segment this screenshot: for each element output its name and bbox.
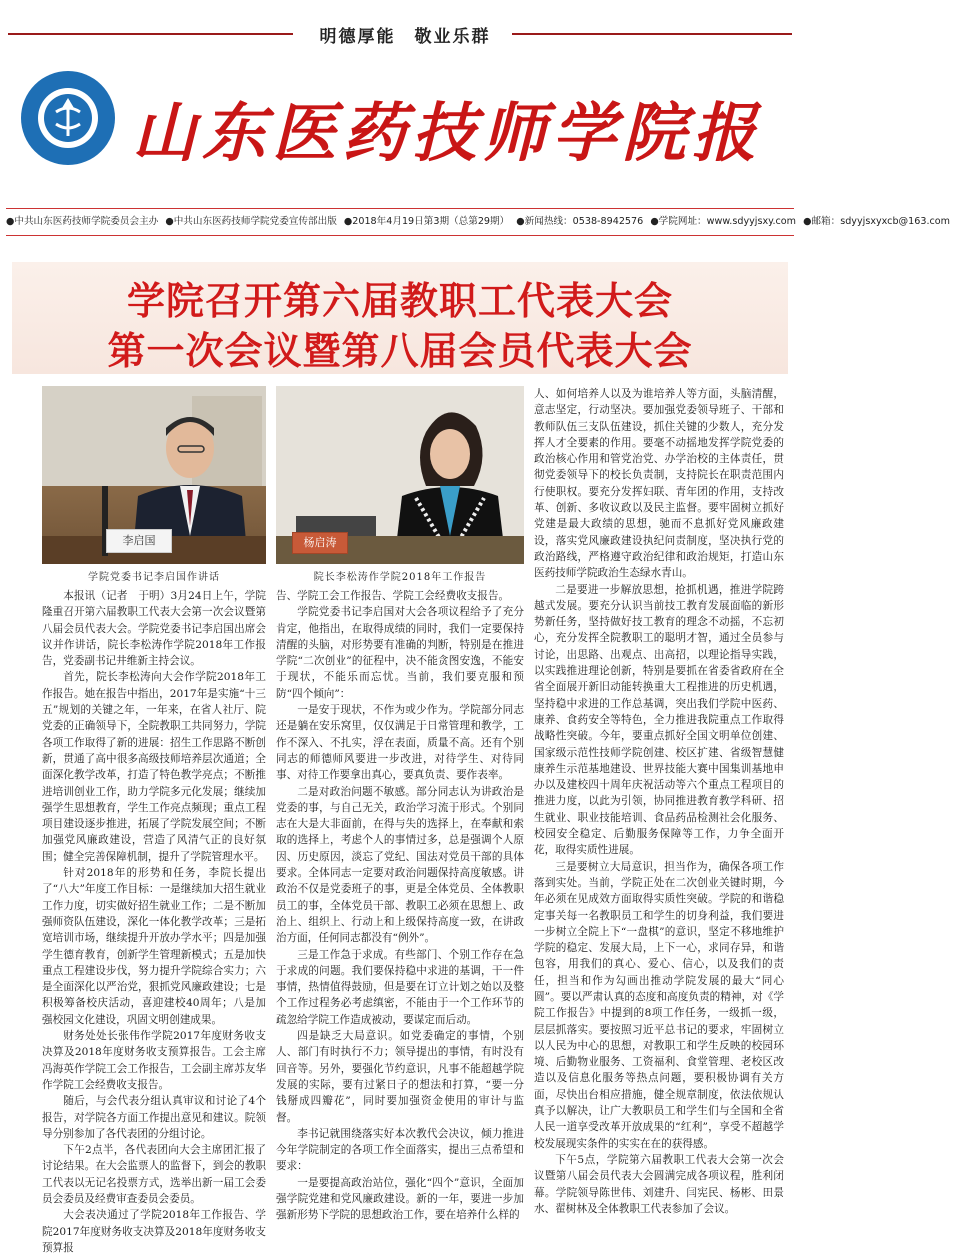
headline-line-1: 学院召开第六届教职工代表大会 xyxy=(126,279,673,323)
article-column-1 xyxy=(42,588,266,1254)
col2-paragraph: 一是要提高政治站位，强化“四个”意识，全面加强学院党建和党风廉政建设。新的一年，要进一步加强新形势下学院的思想政治工作，要在培养什么样的 xyxy=(276,1176,524,1222)
name-placard-left: 李启国 xyxy=(106,529,172,553)
info-publisher: ●中共山东医药技师学院党委宣传部出版 xyxy=(165,216,337,227)
info-email[interactable]: ●邮箱：sdyyjsxyxcb@163.com xyxy=(803,216,950,227)
col1-paragraph: 首先，院长李松涛向大会作学院2018年工作报告。她在报告中指出，2017年是实施“十三五”规划的关键之年，一年来，在省人社厅、院党委的正确领导下，全院教职工共同努力，学院各项工作取得了新的进展：招生工作思路不断创新，贯通了高中很多高级技师培养层次通道；全面深化教学改革，打造了特色教学亮点；不断推进培训创业工作，助力学院多元化发展；继续加强学生思想教育，学生工作亮点频现；重点工程项目建设逐步推进，拓展了学院发展空间；不断加强党风廉政建设，营造了风清气正的良好氛围；健全完善保障机制，提升了学院管理水平。 xyxy=(42,671,266,863)
caption-left-photo: 学院党委书记李启国作讲话 xyxy=(88,572,220,583)
col2-paragraph: 学院党委书记李启国对大会各项议程给予了充分肯定，他指出，在取得成绩的同时，我们一定要保持清醒的头脑，对形势要有准确的判断，特别是在推进学院“二次创业”的征程中，决不能贪图安逸，不能安于现状，不能乐而忘忧。当前，我们要克服和预防“四个倾向”： xyxy=(276,606,524,700)
photo-party-secretary xyxy=(42,386,266,564)
info-hotline: ●新闻热线：0538-8942576 xyxy=(516,216,644,227)
col1-paragraph: 随后，与会代表分组认真审议和讨论了4个报告，对学院各方面工作提出意见和建议。院领导分别参加了各代表团的分组讨论。 xyxy=(42,1095,266,1140)
col1-paragraph: 下午2点半，各代表团向大会主席团汇报了讨论结果。在大会监票人的监督下，到会的教职工代表以无记名投票方式，选举出新一届工会委员会委员及经费审查委员会委员。 xyxy=(42,1144,266,1205)
col1-paragraph: 财务处处长张伟作学院2017年度财务收支决算及2018年度财务收支预算报告。工会主席冯海英作学院工会工作报告，工会副主席苏友华作学院工会经费收支报告。 xyxy=(42,1030,266,1091)
motto-rule-right xyxy=(512,33,792,35)
photo-president xyxy=(276,386,524,564)
col3-paragraph: 人、如何培养人以及为谁培养人等方面，头脑清醒，意志坚定，行动坚决。要加强党委领导班子、干部和教师队伍三支队伍建设，抓住关键的少数人，充分发挥人才全要素的作用。要毫不动摇地发挥学院党委的政治核心作用和管党治党、办学治校的主体责任，贯彻党委领导下的校长负责制，支持院长在职责范围内行使职权。要充分发挥妇联、青年团的作用，支持改革、创新、多收议政以及民主监督。要牢固树立抓好党建是最大政绩的思想，驰而不息抓好党风廉政建设，落实党风廉政建设执纪问责制度，坚决执行党的政治路线，严格遵守政治纪律和政治规矩，打造山东医药技师学院政治生态绿水青山。 xyxy=(534,388,784,580)
col1-paragraph: 针对2018年的形势和任务，李院长提出了“八大”年度工作目标：一是继续加大招生就业工作力度，切实做好招生就业工作；二是不断加强师资队伍建设，深化一体化教学改革；三是拓宽培训市场，继续提升开放办学水平；四是加强学生德育教育，创新学生管理新模式；五是加快重点工程建设步伐，努力提升学院综合实力；六是全面深化以严治党，狠抓党风廉政建设；七是积极筹备校庆活动，喜迎建校40周年；八是加强校园文化建设，巩固文明创建成果。 xyxy=(42,867,266,1026)
info-issue-date: ●2018年4月19日第3期（总第29期） xyxy=(343,216,510,227)
col2-paragraph: 李书记就围绕落实好本次教代会决议，倾力推进今年学院制定的各项工作全面落实，提出三点希望和要求： xyxy=(276,1127,524,1173)
article-column-3 xyxy=(534,386,784,1215)
info-website[interactable]: ●学院网址：www.sdyyjsxy.com xyxy=(650,216,796,227)
article-column-2 xyxy=(276,588,524,1222)
col2-paragraph: 告、学院工会工作报告、学院工会经费收支报告。 xyxy=(276,590,510,602)
headline-box xyxy=(12,262,788,374)
motto-rule-left xyxy=(8,33,293,35)
headline-line-2: 第一次会议暨第八届会员代表大会 xyxy=(107,329,693,373)
col3-paragraph: 二是要进一步解放思想，抢抓机遇，推进学院跨越式发展。要充分认识当前技工教育发展面临的新形势新任务，坚持做好技工教育的理念不动摇，不忘初心，充分发挥全院教职工的聪明才智，通过全员参与讨论，出思路、出观点、出高招，以理论指导实践，以实践推进理论创新，特别是要抓在省委省政府在全省全面展开新旧动能转换重大工程推进的历史机遇，坚持稳中求进的工作总基调，突出我们学院中医药、康养、食药安全等特色，全力推进我院重点工作取得战略性突破。今年，要重点抓好全国文明单位创建、国家级示范性技师学院创建、校区扩建、省级智慧健康养生示范基地建设、世界技能大赛中国集训基地申办以及建校四十周年庆祝活动等六个重点工程项目的推进力度，以此为引领，协同推进教育教学科研、招生就业、职业技能培训、食品药品检测社会化服务、校园安全稳定、后勤服务保障等工作，力争全面开花，取得实质性进展。 xyxy=(534,583,784,857)
col1-paragraph: 本报讯（记者 于明）3月24日上午，学院隆重召开第六届教职工代表大会第一次会议暨第八届会员代表大会。学院党委书记李启国出席会议并作讲话，院长李松涛作学院2018年工作报告，党委副书记井维新主持会议。 xyxy=(42,590,266,668)
col3-paragraph: 下午5点，学院第六届教职工代表大会第一次会议暨第八届会员代表大会圆满完成各项议程，胜利闭幕。学院领导陈世伟、刘建升、闫宪民、杨彬、田景水、翟树林及全体教职工代表参加了会议。 xyxy=(534,1153,784,1215)
col2-paragraph: 一是安于现状，不作为或少作为。学院部分同志还是躺在安乐窝里，仅仅满足于日常管理和教学，工作不深入、不扎实，浮在表面，质量不高。还有个别同志的师德师风要进一步改进，对待学生、对待同事、对待工作要拿出真心，要真负责、要作表率。 xyxy=(276,704,524,782)
col2-paragraph: 四是缺乏大局意识。如党委确定的事情，个别人、部门有时执行不力；领导提出的事情，有时没有回音等。另外，要强化节约意识，凡事不能超越学院发展的实际，要有过紧日子的想法和打算，“要一分钱掰成四瓣花”，同时要加强资金使用的审计与监督。 xyxy=(276,1030,524,1124)
motto-text: 明德厚能 敬业乐群 xyxy=(319,27,491,47)
caption-right-photo: 院长李松涛作学院2018年工作报告 xyxy=(313,572,487,583)
col3-paragraph: 三是要树立大局意识，担当作为，确保各项工作落到实处。当前，学院正处在二次创业关键时期，今年必须在见成效方面取得实质性突破。学院的和谐稳定事关每一名教职员工和学生的切身利益，我们要进一步树立全院上下“一盘棋”的意识，坚定不移地维护学院的稳定、发展大局，上下一心，求同存异，和谐包容，用我们的真心、爱心、信心，以及我们的责任，担当和作为勾画出推动学院发展的最大“同心圆”。要以严肃认真的态度和高度负责的精神，对《学院工作报告》中提到的8项工作任务，一级抓一级，层层抓落实。要按照习近平总书记的要求，牢固树立以人民为中心的思想，对教职工和学生反映的校园环境、后勤物业服务、工资福利、食堂管理、老校区改造以及信息化服务等热点问题，要积极协调有关方面，尽快出台相应措施，健全规章制度，依法依规认真予以解决，让广大教职员工和学生们与全国和全省人民一道享受改革开放成果的“红利”，享受不超越学校发展现实条件的实实在在的获得感。 xyxy=(534,860,784,1150)
col1-paragraph: 大会表决通过了学院2018年工作报告、学院2017年度财务收支决算及2018年度财务收支预算报 xyxy=(42,1209,266,1254)
college-logo xyxy=(18,68,118,168)
col2-paragraph: 二是对政治问题不敏感。部分同志认为讲政治是党委的事，与自己无关，政治学习流于形式。个别同志在大是大非面前，在得与失的选择上，在奉献和索取的选择上，考虑个人的事情过多，总是强调个人原因、历史原因，淡忘了党纪、国法对党员干部的具体要求。全体同志一定要对政治问题保持高度敏感。讲政治不仅是党委班子的事，更是全体党员、全体教职员工的事，全体党员干部、教职工必须在思想上、政治上、组织上、行动上和上级保持高度一致，在讲政治方面，任何同志都没有“例外”。 xyxy=(276,785,524,945)
masthead-title: 山东医药技师学院报 xyxy=(132,96,762,171)
motto-bar xyxy=(0,0,800,58)
info-sponsor: ●中共山东医药技师学院委员会主办 xyxy=(6,216,159,227)
col2-paragraph: 三是工作急于求成。有些部门、个别工作存在急于求成的问题。我们要保持稳中求进的基调，干一件事情，热情值得鼓励，但是要在订立计划之始以及整个工作过程务必考虑缜密，不能由于一个工作环节的疏忽给学院工作造成被动，要谋定而后动。 xyxy=(276,948,524,1026)
name-placard-right: 杨启涛 xyxy=(292,532,348,554)
publication-info-bar xyxy=(6,208,950,236)
